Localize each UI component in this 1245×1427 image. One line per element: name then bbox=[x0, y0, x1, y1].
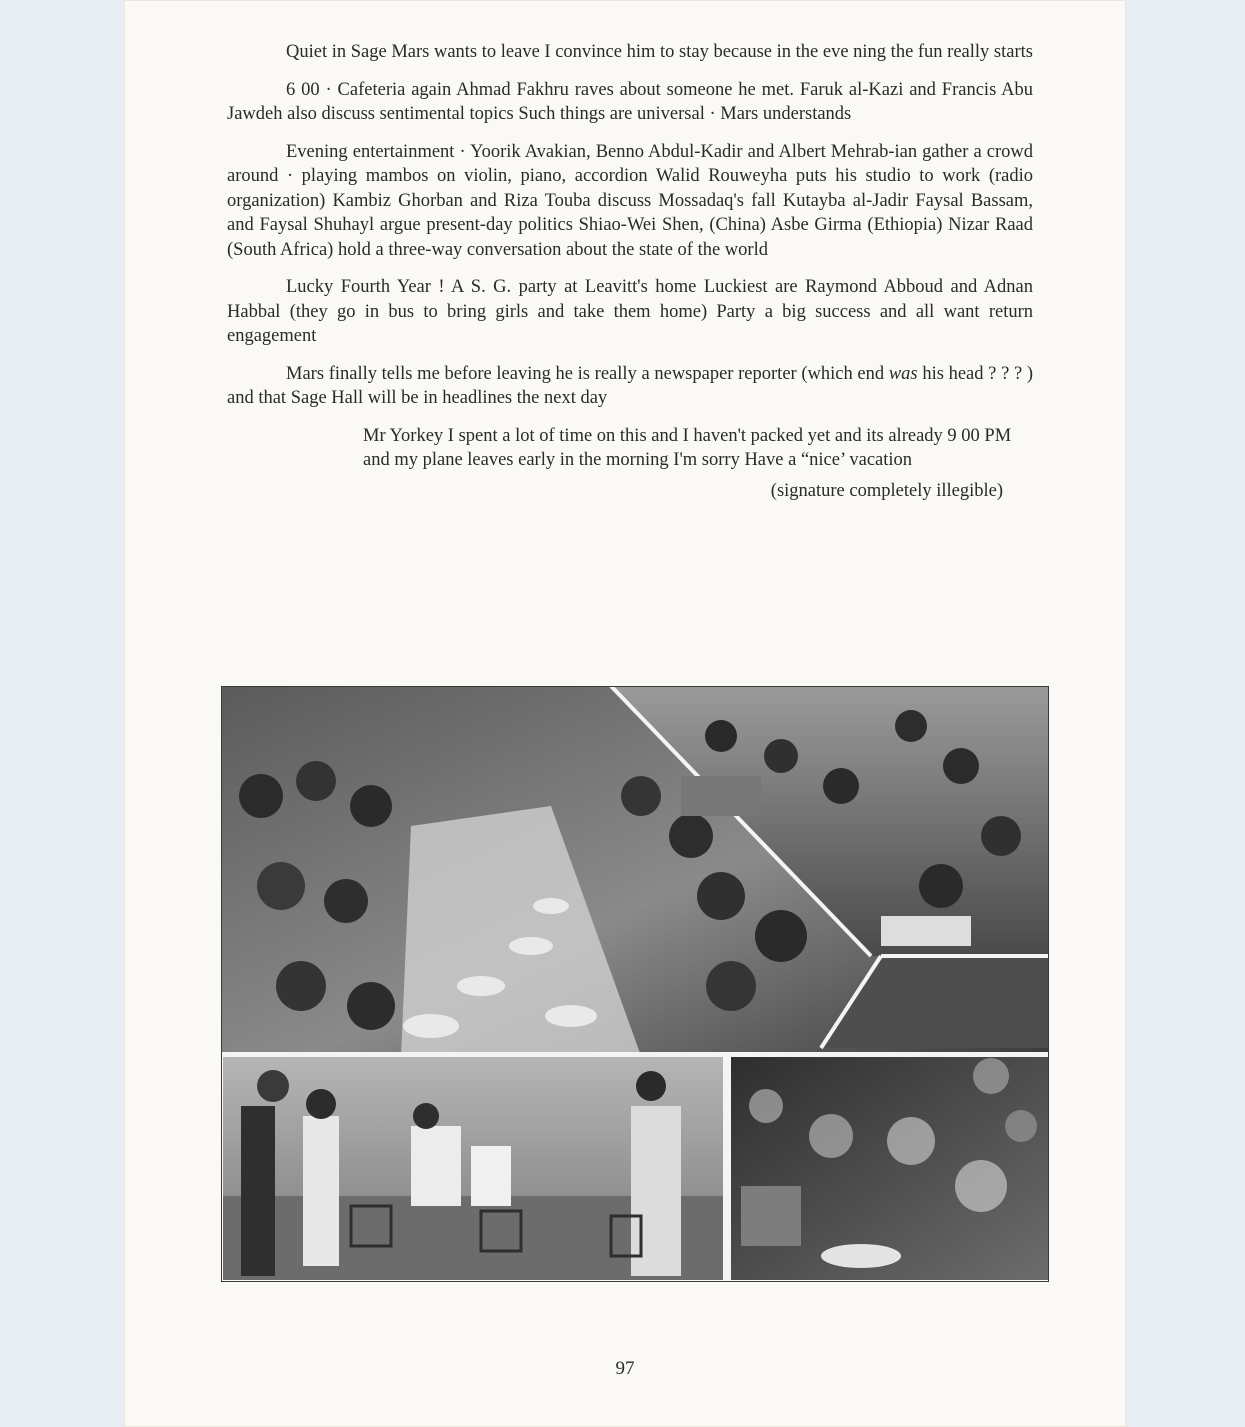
body-text bbox=[227, 40, 1033, 503]
dining-hall-photo bbox=[221, 686, 1049, 1056]
page-number: 97 bbox=[615, 1358, 635, 1379]
paragraph-evening-entertainment: Evening entertainment · Yoorik Avakian, Benno Abdul-Kadir and Albert Mehrab-ian gather a crowd around · playing mambos on violin, piano, accordion Walid Rouweyha puts his studio to work (radio organization) Kambiz Ghorban and Riza Touba discuss Mossadaq's fall Kutayba al-Jadir Faysal Bassam, and Faysal Shuhayl argue present-day politics Shiao-Wei Shen, (China) Asbe Girma (Ethiopia) Nizar Raad (South Africa) hold a three-way conversation about the state of the world bbox=[227, 141, 1033, 260]
paragraph-quiet-in-sage: Quiet in Sage Mars wants to leave I convince him to stay because in the eve ning the fun really starts bbox=[286, 42, 1033, 62]
photo-collage bbox=[221, 686, 1049, 1282]
document-page bbox=[124, 0, 1126, 1427]
paragraph-mars-reporter bbox=[227, 362, 1033, 411]
paragraph-mars-reporter-end: his head ? ? ? ) and that Sage Hall will be in headlines the next day bbox=[227, 363, 1034, 408]
letter-to-mr-yorkey: Mr Yorkey I spent a lot of time on this and I haven't packed yet and its already 9 00 PM and my plane leaves early in the morning I'm sorry Have a “nice’ vacation bbox=[363, 425, 1012, 470]
paragraph-mars-reporter-start: Mars finally tells me before leaving he is really a newspaper reporter (which end bbox=[286, 363, 885, 384]
party-table-photo bbox=[731, 1057, 1049, 1280]
paragraph-lucky-fourth-year: Lucky Fourth Year ! A S. G. party at Leavitt's home Luckiest are Raymond Abboud and Adnan Habbal (they go in bus to bring girls and take them home) Party a big success and all want return engagement bbox=[227, 277, 1033, 346]
paragraph-cafeteria: 6 00 · Cafeteria again Ahmad Fakhru raves about someone he met. Faruk al-Kazi and Francis Abu Jawdeh also discuss sentimental topics Such things are universal · Mars understands bbox=[227, 79, 1033, 124]
stage-play-photo bbox=[223, 1057, 723, 1280]
italic-word: was bbox=[888, 363, 918, 384]
signature-note: (signature completely illegible) bbox=[770, 480, 1003, 501]
